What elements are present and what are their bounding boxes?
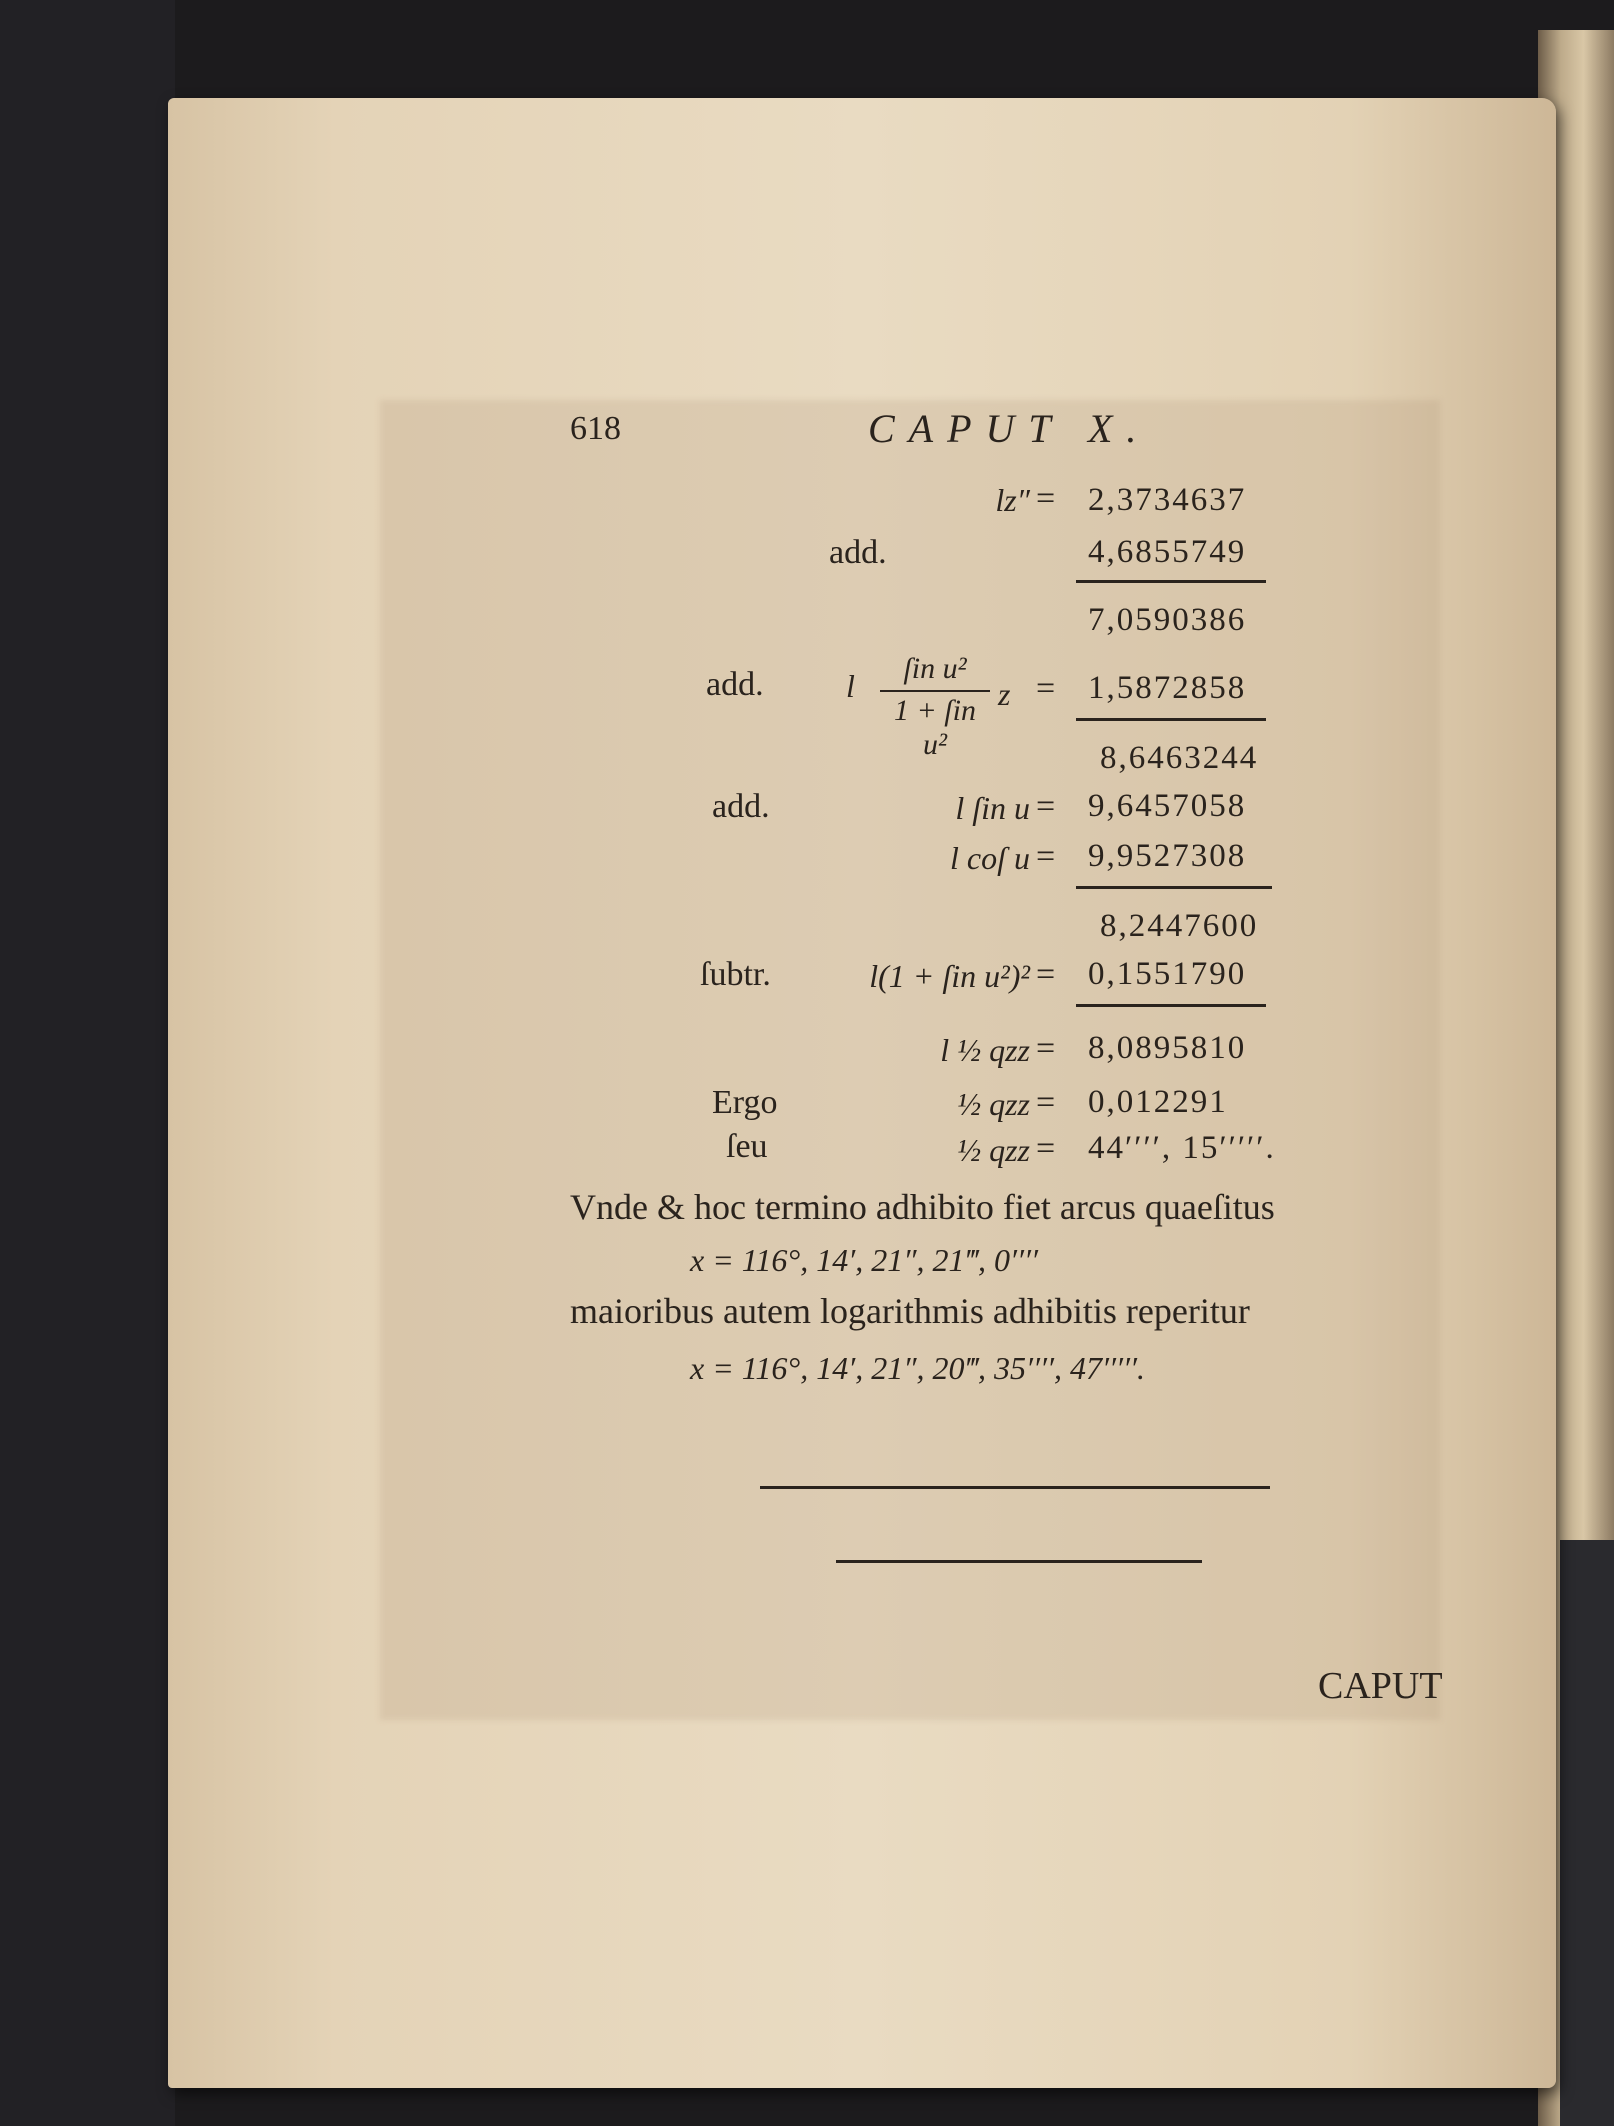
equals-sign: = bbox=[1036, 956, 1056, 993]
section-rule bbox=[760, 1486, 1270, 1489]
label-ergo: Ergo bbox=[712, 1084, 778, 1121]
expr-lz: lz″ bbox=[995, 482, 1030, 518]
label-add: add. bbox=[829, 534, 887, 571]
equals-sign: = bbox=[1036, 670, 1056, 707]
equals-sign: = bbox=[1036, 480, 1056, 517]
fraction-denominator: 1 + ſin u² bbox=[894, 694, 976, 761]
fraction-numerator: ſin u² bbox=[880, 652, 990, 692]
section-rule bbox=[836, 1560, 1202, 1563]
value-row: 8,2447600 bbox=[1100, 908, 1259, 944]
expr-lcosu: l coſ u bbox=[950, 840, 1030, 876]
background-right bbox=[1560, 1540, 1614, 2126]
value-row: 0,012291 bbox=[1088, 1084, 1228, 1120]
value-row: 0,1551790 bbox=[1088, 956, 1247, 992]
sum-rule bbox=[1076, 1004, 1266, 1007]
value-row: 8,0895810 bbox=[1088, 1030, 1247, 1066]
background-left bbox=[0, 0, 175, 2126]
paragraph-line: maioribus autem logarithmis adhibitis reperitur bbox=[570, 1291, 1250, 1331]
value-row: 7,0590386 bbox=[1088, 602, 1247, 638]
catchword: CAPUT bbox=[1318, 1665, 1443, 1707]
expr-lsinu: l ſin u bbox=[955, 790, 1030, 826]
label-subtr: ſubtr. bbox=[700, 956, 771, 993]
equals-sign: = bbox=[1036, 838, 1056, 875]
running-head: CAPUT X. bbox=[868, 406, 1151, 451]
page-number: 618 bbox=[570, 410, 621, 447]
expr-l-half-qzz: l ½ qzz bbox=[940, 1032, 1030, 1068]
fraction bbox=[880, 652, 990, 762]
expr-half-qzz: ½ qzz bbox=[957, 1086, 1030, 1122]
label-add: add. bbox=[706, 666, 764, 703]
sum-rule bbox=[1076, 718, 1266, 721]
value-row: 1,5872858 bbox=[1088, 670, 1247, 706]
label-seu: ſeu bbox=[726, 1128, 768, 1165]
value-row: 44′′′′, 15′′′′′. bbox=[1088, 1130, 1276, 1166]
formula-line: x = 116°, 14′, 21″, 21‴, 0′′′′ bbox=[690, 1242, 1038, 1278]
equals-sign: = bbox=[1036, 788, 1056, 825]
expr-l-one-plus-sin: l(1 + ſin u²)² bbox=[869, 958, 1030, 994]
value-row: 9,6457058 bbox=[1088, 788, 1247, 824]
expr-z: z bbox=[998, 676, 1011, 712]
value-row: 9,9527308 bbox=[1088, 838, 1247, 874]
equals-sign: = bbox=[1036, 1130, 1056, 1167]
equals-sign: = bbox=[1036, 1084, 1056, 1121]
value-row: 8,6463244 bbox=[1100, 740, 1259, 776]
sum-rule bbox=[1076, 580, 1266, 583]
sum-rule bbox=[1076, 886, 1272, 889]
value-row: 2,3734637 bbox=[1088, 482, 1247, 518]
label-add: add. bbox=[712, 788, 770, 825]
formula-line: x = 116°, 14′, 21″, 20‴, 35′′′′, 47′′′′′. bbox=[690, 1350, 1145, 1386]
equals-sign: = bbox=[1036, 1030, 1056, 1067]
expr-l: l bbox=[846, 668, 855, 704]
value-row: 4,6855749 bbox=[1088, 534, 1247, 570]
expr-half-qzz: ½ qzz bbox=[957, 1132, 1030, 1168]
paragraph-line: Vnde & hoc termino adhibito fiet arcus quaeſitus bbox=[570, 1187, 1275, 1227]
